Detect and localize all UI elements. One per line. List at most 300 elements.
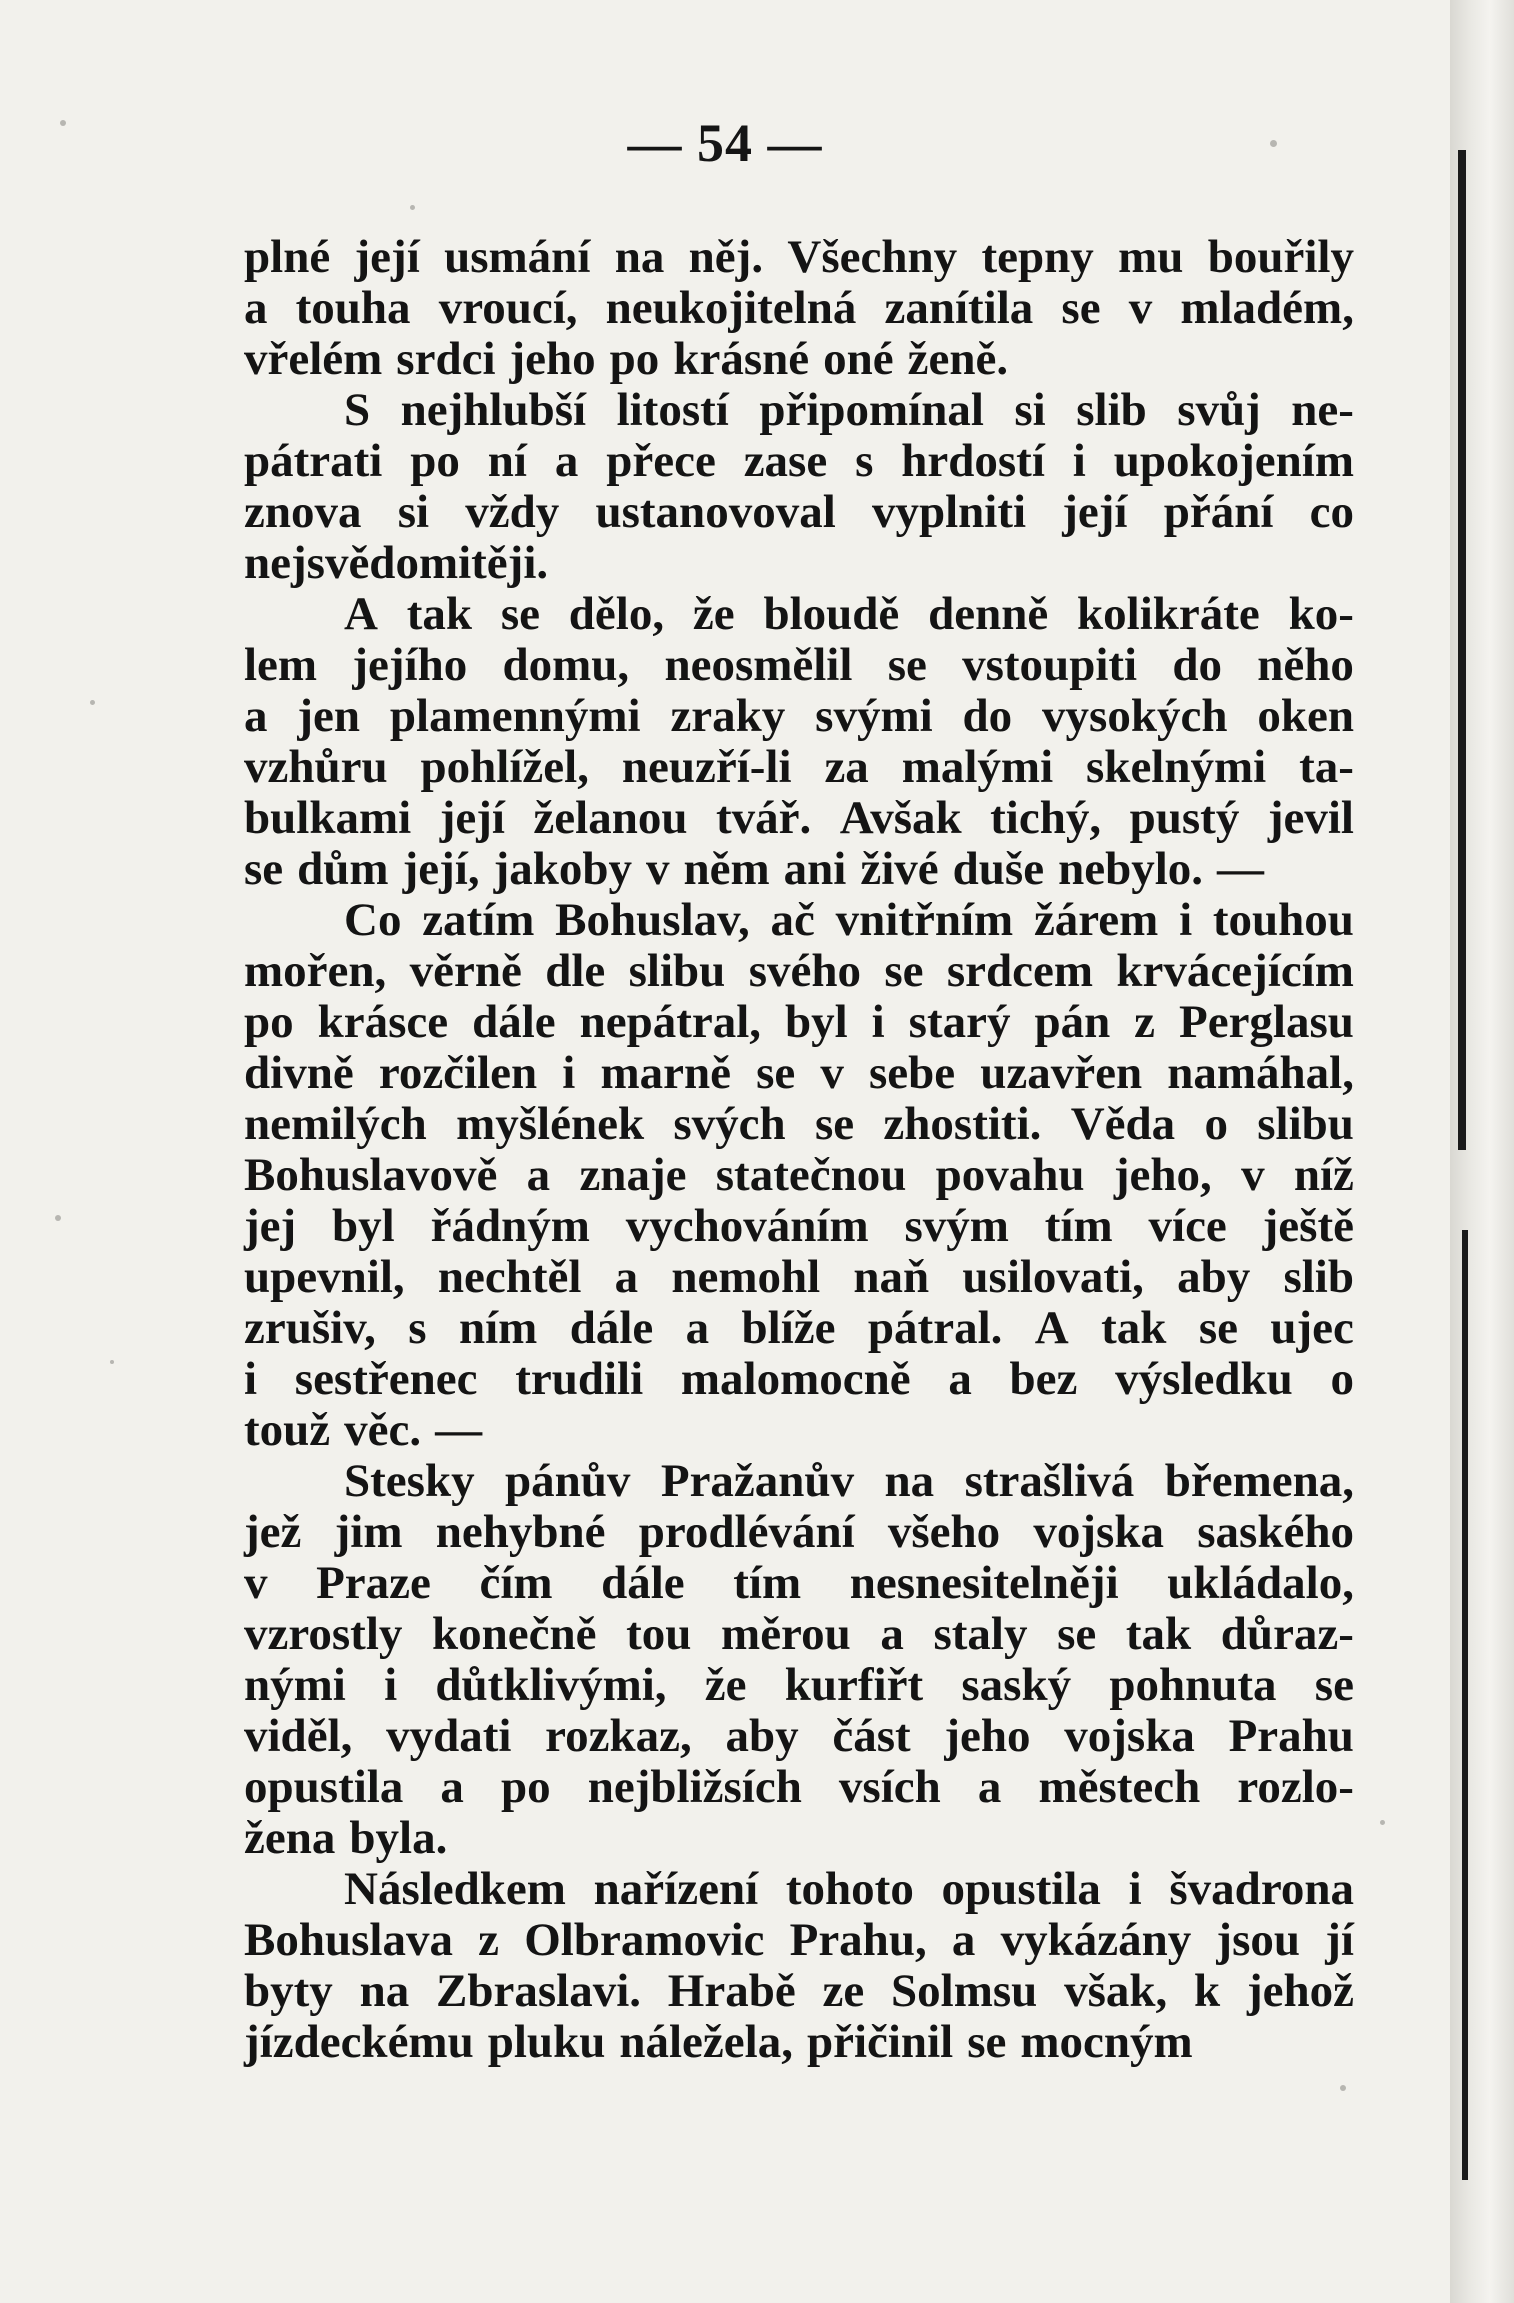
word: si <box>397 486 430 538</box>
word: vstoupiti <box>962 639 1138 691</box>
word: věc. <box>344 1404 422 1456</box>
word: více <box>1148 1200 1227 1252</box>
word: slibu <box>1257 1098 1354 1150</box>
word: jízdeckému <box>244 2016 474 2068</box>
word: se <box>884 945 924 997</box>
text-line <box>244 640 1354 691</box>
word: pluku <box>487 2016 606 2068</box>
word: aby <box>1177 1251 1251 1303</box>
word: nechtěl <box>437 1251 582 1303</box>
word: měrou <box>721 1608 851 1660</box>
word: Solmsu <box>891 1965 1038 2017</box>
word: rozčilen <box>378 1047 538 1099</box>
word: všeho <box>887 1506 1001 1558</box>
text-line <box>244 1456 1354 1507</box>
word: část <box>832 1710 911 1762</box>
word: znova <box>244 486 362 538</box>
text-line <box>244 589 1354 640</box>
word: její, <box>402 843 480 895</box>
word: z <box>478 1914 500 1966</box>
word: a <box>948 1353 972 1405</box>
word: plné <box>244 231 331 283</box>
text-line <box>244 385 1354 436</box>
word: saský <box>961 1659 1072 1711</box>
word: vojska <box>1064 1710 1195 1762</box>
word: pán <box>1034 996 1111 1048</box>
word: kurfiřt <box>784 1659 924 1711</box>
text-line <box>244 1609 1354 1660</box>
word: se <box>1061 282 1101 334</box>
text-line <box>244 1150 1354 1201</box>
word: přičinil <box>806 2016 954 2068</box>
word: její <box>354 231 420 283</box>
word: do <box>1172 639 1223 691</box>
word: starý <box>908 996 1011 1048</box>
word: slib <box>1076 384 1147 436</box>
word: se <box>1198 1302 1238 1354</box>
word: znaje <box>579 1149 687 1201</box>
word: statečnou <box>715 1149 907 1201</box>
text-line <box>244 1405 1354 1456</box>
word: a <box>614 1251 639 1303</box>
word: jehož <box>1246 1965 1354 2017</box>
text-line <box>244 538 1354 589</box>
page-speck <box>55 1215 61 1221</box>
word: řádným <box>430 1200 590 1252</box>
word: jakoby <box>493 843 633 895</box>
word: v <box>1241 1149 1265 1201</box>
word: dle <box>545 945 606 997</box>
word: Hrabě <box>667 1965 796 2017</box>
word: tohoto <box>785 1863 914 1915</box>
word: vroucí, <box>438 282 578 334</box>
word: bulkami <box>244 792 412 844</box>
word: staly <box>933 1608 1028 1660</box>
word: na <box>884 1455 935 1507</box>
text-line <box>244 1558 1354 1609</box>
word: pohnuta <box>1109 1659 1277 1711</box>
word: a <box>951 1914 976 1966</box>
word: byty <box>244 1965 333 2017</box>
word: prodlévání <box>638 1506 855 1558</box>
text-line <box>244 1201 1354 1252</box>
word: o <box>1204 1098 1228 1150</box>
word: vřelém <box>244 333 383 385</box>
word: pátrati <box>244 435 383 487</box>
word: — <box>435 1404 483 1456</box>
word: o <box>1330 1353 1354 1405</box>
word: nepátral, <box>579 996 762 1048</box>
page-speck <box>410 205 415 210</box>
word: blíže <box>741 1302 836 1354</box>
word: a <box>685 1302 710 1354</box>
word: vyplniti <box>871 486 1027 538</box>
word: za <box>824 741 869 793</box>
word: však, <box>1064 1965 1168 2017</box>
word: s <box>408 1302 427 1354</box>
word: pohlížel, <box>420 741 589 793</box>
word: nejsvědomitěji. <box>244 537 549 589</box>
word: konečně <box>432 1608 597 1660</box>
word: že <box>704 1659 747 1711</box>
word: mladém, <box>1180 282 1354 334</box>
word: ještě <box>1262 1200 1354 1252</box>
word: se <box>500 588 540 640</box>
word: Pražanův <box>660 1455 855 1507</box>
word: důtklivými, <box>435 1659 667 1711</box>
text-line <box>244 1966 1354 2017</box>
word: z <box>1134 996 1156 1048</box>
word: co <box>1309 486 1354 538</box>
word: tak <box>406 588 473 640</box>
text-line <box>244 691 1354 742</box>
word: ním <box>458 1302 538 1354</box>
word: uzavřen <box>980 1047 1143 1099</box>
word: mořen, <box>244 945 387 997</box>
word: hrdostí <box>901 435 1045 487</box>
word: jevil <box>1267 792 1354 844</box>
word: Perglasu <box>1179 996 1354 1048</box>
word: i <box>1128 1863 1142 1915</box>
word: slibu <box>628 945 726 997</box>
word: mu <box>1118 231 1184 283</box>
word: vzhůru <box>244 741 388 793</box>
word: upokojením <box>1113 435 1354 487</box>
word: po <box>609 333 660 385</box>
word: a <box>440 1761 464 1813</box>
word: zhostiti. <box>883 1098 1042 1150</box>
word: svými <box>815 690 933 742</box>
word: Co <box>344 894 402 946</box>
binding-shadow <box>1462 1230 1468 2180</box>
word: A <box>1034 1302 1069 1354</box>
word: rozkaz, <box>545 1710 692 1762</box>
text-line <box>244 436 1354 487</box>
text-line <box>244 946 1354 997</box>
text-line <box>244 742 1354 793</box>
word: a <box>554 435 579 487</box>
word: sebe <box>868 1047 956 1099</box>
word: mocným <box>1020 2016 1193 2068</box>
word: i <box>1179 894 1193 946</box>
word: jejího <box>352 639 468 691</box>
word: žárem <box>1033 894 1159 946</box>
word: zase <box>743 435 828 487</box>
word: skelnými <box>1086 741 1267 793</box>
word: vykázány <box>1000 1914 1192 1966</box>
word: kolikráte <box>1077 588 1260 640</box>
text-line <box>244 283 1354 334</box>
word: ujec <box>1270 1302 1354 1354</box>
word: připomínal <box>759 384 984 436</box>
word: pánův <box>505 1455 631 1507</box>
word: něj. <box>688 231 764 283</box>
word: zraky <box>670 690 786 742</box>
word: i <box>562 1047 576 1099</box>
word: švadrona <box>1169 1863 1354 1915</box>
word: myšlének <box>456 1098 645 1150</box>
word: krásné <box>673 333 810 385</box>
word: viděl, <box>244 1710 353 1762</box>
word: přání <box>1163 486 1274 538</box>
word: a <box>880 1608 904 1660</box>
text-line <box>244 895 1354 946</box>
word: náležela, <box>619 2016 793 2068</box>
word: jeho <box>509 333 596 385</box>
word: přece <box>606 435 716 487</box>
word: svých <box>673 1098 786 1150</box>
word: neukojitelná <box>605 282 857 334</box>
word: vzrostly <box>244 1608 403 1660</box>
word: jsou <box>1216 1914 1301 1966</box>
word: tvář. <box>715 792 812 844</box>
word: vysokých <box>1042 690 1228 742</box>
word: aby <box>725 1710 799 1762</box>
word: trudili <box>515 1353 644 1405</box>
word: něho <box>1257 639 1354 691</box>
word: zanítila <box>884 282 1034 334</box>
text-line <box>244 334 1354 385</box>
word: rozlo- <box>1237 1761 1354 1813</box>
word: na <box>614 231 665 283</box>
word: něm <box>683 843 770 895</box>
word: se <box>967 2016 1007 2068</box>
word: níž <box>1293 1149 1354 1201</box>
word: nejbližsích <box>587 1761 802 1813</box>
text-line <box>244 232 1354 283</box>
word: divně <box>244 1047 354 1099</box>
text-line <box>244 1354 1354 1405</box>
text-line <box>244 1507 1354 1558</box>
word: bloudě <box>763 588 900 640</box>
word: svůj <box>1177 384 1261 436</box>
word: v <box>646 843 670 895</box>
word: živé <box>860 843 939 895</box>
word: Věda <box>1070 1098 1176 1150</box>
word: se <box>1314 1659 1354 1711</box>
word: vsích <box>838 1761 941 1813</box>
word: ta- <box>1299 741 1354 793</box>
word: její <box>439 792 505 844</box>
word: povahu <box>935 1149 1085 1201</box>
word: Prahu, <box>789 1914 927 1966</box>
word: Praze <box>316 1557 431 1609</box>
word: slib <box>1283 1251 1354 1303</box>
text-line <box>244 844 1354 895</box>
word: ukládalo, <box>1167 1557 1354 1609</box>
word: se <box>887 639 927 691</box>
text-line <box>244 1762 1354 1813</box>
text-line <box>244 1813 1354 1864</box>
text-line <box>244 1711 1354 1762</box>
word: věrně <box>409 945 522 997</box>
word: nesnesitelněji <box>849 1557 1119 1609</box>
word: bez <box>1009 1353 1078 1405</box>
word: sestřenec <box>294 1353 478 1405</box>
word: se <box>756 1047 796 1099</box>
word: duše <box>952 843 1045 895</box>
word: břemena, <box>1164 1455 1354 1507</box>
body-text <box>244 232 1354 2068</box>
word: malými <box>901 741 1054 793</box>
word: saského <box>1197 1506 1354 1558</box>
word: želanou <box>533 792 688 844</box>
word: Avšak <box>839 792 962 844</box>
word: ze <box>822 1965 865 2017</box>
word: jeho <box>944 1710 1031 1762</box>
word: byla. <box>349 1812 448 1864</box>
word: dále <box>472 996 556 1048</box>
word: Bohuslava <box>244 1914 453 1966</box>
word: nemilých <box>244 1098 427 1150</box>
word: Zbraslavi. <box>436 1965 642 2017</box>
word: Prahu <box>1228 1710 1354 1762</box>
word: si <box>1014 384 1046 436</box>
word: na <box>359 1965 410 2017</box>
word: svého <box>748 945 861 997</box>
word: srdci <box>396 333 496 385</box>
word: Všechny <box>787 231 958 283</box>
binding-shadow <box>1458 150 1466 1150</box>
word: se <box>814 1098 855 1150</box>
word: svým <box>904 1200 1009 1252</box>
text-line <box>244 1303 1354 1354</box>
text-line <box>244 1048 1354 1099</box>
word: a <box>244 690 268 742</box>
word: vydati <box>386 1710 512 1762</box>
word: touhou <box>1212 894 1354 946</box>
word: byl <box>785 996 848 1048</box>
word: vnitřním <box>835 894 1014 946</box>
word: nebylo. <box>1058 843 1204 895</box>
word: tepny <box>981 231 1094 283</box>
page-speck <box>90 700 95 705</box>
word: nými <box>244 1659 346 1711</box>
word: i <box>244 1353 258 1405</box>
word: Bohuslavově <box>244 1149 498 1201</box>
word: ženě. <box>907 333 1009 385</box>
page-number: — 54 — <box>627 113 823 173</box>
word: důraz- <box>1220 1608 1354 1660</box>
text-line <box>244 1660 1354 1711</box>
word: čím <box>479 1557 553 1609</box>
word: ne- <box>1291 384 1354 436</box>
word: domu, <box>502 639 630 691</box>
word: zrušiv, <box>244 1302 376 1354</box>
page-speck <box>1340 2085 1346 2091</box>
text-line <box>244 997 1354 1048</box>
word: srdcem <box>946 945 1094 997</box>
word: jej <box>244 1200 297 1252</box>
word: jim <box>334 1506 403 1558</box>
word: pustý <box>1129 792 1240 844</box>
text-line <box>244 1915 1354 1966</box>
word: nehybné <box>435 1506 606 1558</box>
word: výsledku <box>1115 1353 1293 1405</box>
word: s <box>855 435 874 487</box>
word: pátral. <box>867 1302 1003 1354</box>
word: se <box>1057 1608 1097 1660</box>
word: žena <box>244 1812 336 1864</box>
word: upevnil, <box>244 1251 405 1303</box>
word: zatím <box>422 894 535 946</box>
word: i <box>1072 435 1086 487</box>
word: neosmělil <box>664 639 853 691</box>
word: a <box>244 282 268 334</box>
word: tím <box>733 1557 802 1609</box>
word: a <box>526 1149 551 1201</box>
word: ani <box>783 843 847 895</box>
word: denně <box>928 588 1049 640</box>
word: do <box>962 690 1013 742</box>
word: městech <box>1038 1761 1201 1813</box>
word: i <box>871 996 885 1048</box>
word: strašlivá <box>964 1455 1135 1507</box>
word: se <box>244 843 284 895</box>
word: tím <box>1044 1200 1113 1252</box>
word: Následkem <box>344 1863 566 1915</box>
word: tichý, <box>990 792 1102 844</box>
word: vždy <box>465 486 560 538</box>
word: malomocně <box>680 1353 911 1405</box>
word: tak <box>1101 1302 1167 1354</box>
word: oné <box>823 333 894 385</box>
word: dále <box>601 1557 685 1609</box>
word: ko- <box>1288 588 1354 640</box>
word: dům <box>297 843 389 895</box>
word: jež <box>244 1506 302 1558</box>
word: v <box>1128 282 1153 334</box>
word: vojska <box>1033 1506 1164 1558</box>
text-line <box>244 487 1354 538</box>
word: Olbramovic <box>524 1914 765 1966</box>
word: v <box>244 1557 268 1609</box>
word: lem <box>244 639 318 691</box>
word: nařízení <box>593 1863 759 1915</box>
word: ní <box>487 435 527 487</box>
word: litostí <box>616 384 729 436</box>
word: namáhal, <box>1167 1047 1354 1099</box>
word: dále <box>569 1302 654 1354</box>
text-line <box>244 2017 1354 2068</box>
word: i <box>384 1659 398 1711</box>
word: Stesky <box>344 1455 475 1507</box>
word: oken <box>1257 690 1354 742</box>
word: neuzří-li <box>621 741 792 793</box>
word: nemohl <box>671 1251 821 1303</box>
word: krásce <box>317 996 449 1048</box>
word: — <box>1217 843 1265 895</box>
word: plamennými <box>389 690 641 742</box>
word: opustila <box>941 1863 1101 1915</box>
word: A <box>344 588 378 640</box>
page-speck <box>110 1360 114 1364</box>
word: Bohuslav, <box>555 894 750 946</box>
text-line <box>244 1099 1354 1150</box>
word: usilovati, <box>962 1251 1144 1303</box>
word: jen <box>297 690 361 742</box>
word: marně <box>600 1047 731 1099</box>
word: v <box>820 1047 844 1099</box>
text-line <box>244 1864 1354 1915</box>
text-line <box>244 793 1354 844</box>
word: ustanovoval <box>595 486 836 538</box>
word: tou <box>626 1608 692 1660</box>
word: krvácejícím <box>1116 945 1354 997</box>
word: byl <box>332 1200 395 1252</box>
word: nejhlubší <box>400 384 587 436</box>
word: dělo, <box>568 588 665 640</box>
